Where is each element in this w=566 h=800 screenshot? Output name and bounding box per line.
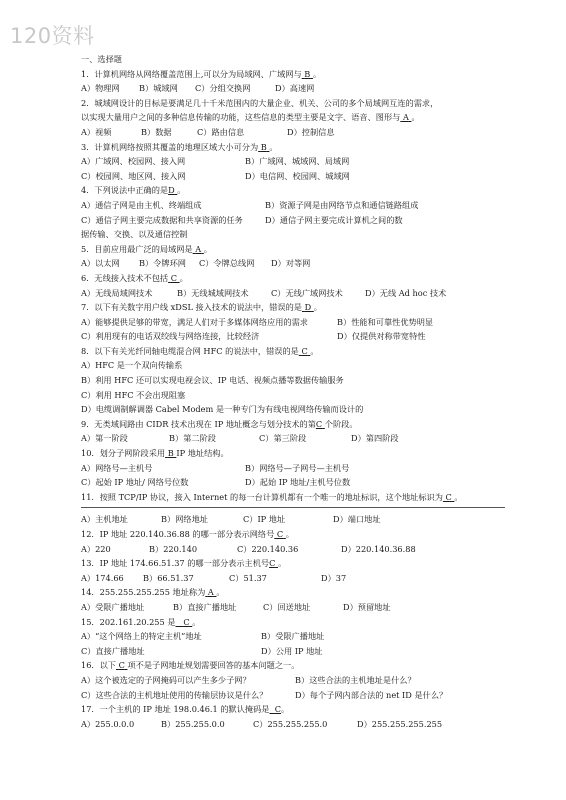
question-stem: 5．目前应用最广泛的局域网是 A 。 [81, 243, 212, 254]
options-row [81, 461, 511, 476]
option: D）无线 Ad hoc 技术 [365, 287, 447, 298]
options-row [81, 688, 511, 703]
question-stem: 6．无线接入技术不包括 C 。 [81, 272, 188, 283]
question-stem: 14．255.255.255.255 地址称为 A 。 [81, 587, 225, 598]
option: B）这些合法的主机地址是什么？ [295, 674, 416, 685]
option: D）高速网 [275, 83, 315, 94]
option: A）视频 [81, 126, 112, 137]
option: B）网络号—子网号—主机号 [245, 462, 350, 473]
question-stem: 10．划分子网阶段采用 B IP 地址结构。 [81, 448, 229, 459]
option: A）255.0.0.0 [81, 718, 135, 729]
question-stem: 3．计算机网络按照其覆盖的地理区域大小可分为 B 。 [81, 141, 278, 152]
option: B）66.51.37 [143, 572, 194, 583]
option: A）HFC 是一个双向传输系 [81, 360, 183, 371]
answer-blank: C [170, 272, 177, 283]
question-stem: 12．IP 地址 220.140.36.88 的哪一部分表示网络号 C 。 [81, 529, 294, 539]
answer-blank: C [269, 558, 276, 569]
option: A）网络号—主机号 [81, 462, 153, 473]
options-row [81, 512, 511, 527]
option: A）通信子网是由主机、终端组成 [81, 199, 202, 210]
option: D）电缆调制解调器 Cabel Modem 是一种专门为有线电视网络传输而设计的 [81, 404, 364, 415]
question-stem: 8．以下有关光纤同轴电缆混合网 HFC 的说法中，错误的是 C 。 [81, 345, 319, 356]
option: D）起始 IP 地址/主机号位数 [245, 477, 351, 488]
option: B）令牌环网 [139, 258, 186, 269]
options-row [81, 125, 511, 140]
options-row [81, 542, 511, 557]
options-row [81, 154, 511, 169]
answer-blank: A [195, 243, 202, 254]
option: B）性能和可靠性优势明显 [337, 316, 434, 327]
question-stem: 7．以下有关数字用户线 xDSL 接入技术的说法中，错误的是 D 。 [81, 302, 322, 313]
option: A）220 [81, 543, 111, 554]
watermark-logo: 120资料 [10, 24, 95, 48]
option: A）“这个网络上的特定主机”地址 [81, 631, 202, 642]
options-row [81, 629, 511, 644]
question-stem: 17．一个主机的 IP 地址 198.0.46.1 的默认掩码是 C。 [81, 704, 290, 715]
answer-blank: C [274, 704, 281, 715]
question-stem: 9．无类域间路由 CIDR 技术出现在 IP 地址概念与划分技术的第C 个阶段。 [81, 418, 358, 429]
options-row [81, 673, 511, 688]
option: C）路由信息 [197, 126, 245, 137]
option: A）能够提供足够的带宽，满足人们对于多媒体网络应用的需求 [81, 316, 308, 327]
option: C）通信子网主要完成数据和共享资源的任务 [81, 214, 243, 225]
question-stem: 以实现大量用户之间的多种信息传输的功能，这些信息的类型主要是文字、语音、图形与 A 。 [81, 112, 420, 123]
options-row [81, 81, 511, 96]
option: D）端口地址 [333, 514, 381, 525]
option: C）利用现有的电话双绞线与网络连接，比较经济 [81, 331, 260, 342]
option: B）资源子网是由网络节点和通信链路组成 [265, 199, 419, 210]
option: B）220.140 [149, 543, 198, 554]
option: B）利用 HFC 还可以实现电视会议、IP 电话、视频点播等数据传输服务 [81, 375, 344, 386]
option: C）校园网、地区网、接入网 [81, 170, 186, 181]
options-row [81, 256, 511, 271]
option: D）37 [321, 572, 347, 583]
option: B）城域网 [139, 83, 178, 94]
answer-blank: D [168, 185, 175, 196]
options-row [81, 286, 511, 301]
question-stem: 15．202.161.20.255 是 C 。 [81, 616, 201, 627]
option: B）数据 [141, 126, 172, 137]
option: D）220.140.36.88 [341, 543, 416, 554]
option: D）仅提供对称带宽特性 [337, 331, 426, 342]
options-row [81, 717, 511, 732]
option: D）255.255.255.255 [357, 718, 443, 729]
option: A）第一阶段 [81, 433, 128, 444]
question-stem: 11．按照 TCP/IP 协议，接入 Internet 的每一台计算机都有一个唯一的地址标识，这个地址标识为 C 。 [81, 491, 463, 502]
answer-blank: B [304, 68, 311, 79]
option-continued: 据传输、交换、以及通信控制 [81, 229, 188, 240]
option: D）每个子网内部合法的 net ID 是什么？ [295, 689, 448, 700]
option: A）174.66 [81, 572, 124, 583]
option: B）第二阶段 [169, 433, 216, 444]
option: D）对等网 [271, 258, 311, 269]
answer-blank: C [301, 345, 308, 356]
options-row [81, 198, 511, 213]
answer-blank: C [276, 529, 284, 539]
option: B）受限广播地址 [261, 631, 325, 642]
answer-blank: D [304, 302, 312, 313]
option: C）255.255.255.0 [253, 718, 328, 729]
option: C）51.37 [229, 572, 267, 583]
option: C）220.140.36 [237, 543, 299, 554]
question-stem: 4．下列说法中正确的是D 。 [81, 185, 186, 196]
exam-document [81, 52, 511, 731]
horizontal-rule [81, 504, 505, 508]
options-row [81, 431, 511, 446]
option: D）公用 IP 地址 [261, 645, 323, 656]
option: C）分组交换网 [195, 83, 251, 94]
option: B）直接广播地址 [173, 601, 237, 612]
option: D）第四阶段 [351, 433, 399, 444]
option: D）控制信息 [287, 126, 335, 137]
option: A）这个被选定的子网掩码可以产生多少子网？ [81, 674, 251, 685]
options-row [81, 571, 511, 586]
option: B）网络地址 [161, 514, 208, 525]
option: C）无线广域网技术 [271, 287, 343, 298]
option: A）主机地址 [81, 514, 128, 525]
answer-blank: C [118, 660, 125, 671]
option: C）直接广播地址 [81, 645, 145, 656]
question-stem: 2．城域网设计的目标是要满足几十千米范围内的大量企业、机关、公司的多个局域网互连的需求， [81, 97, 439, 108]
answer-blank: A [207, 587, 214, 598]
option: B）255.255.0.0 [161, 718, 225, 729]
options-row [81, 213, 511, 228]
answer-blank: B [167, 448, 174, 459]
option: B）广域网、城域网、局域网 [245, 156, 350, 167]
option: A）广域网、校园网、接入网 [81, 156, 186, 167]
option: D）通信子网主要完成计算机之间的数 [265, 214, 403, 225]
answer-blank: C [315, 418, 323, 429]
option: C）IP 地址 [243, 514, 286, 525]
options-row [81, 329, 511, 344]
option: C）这些合法的主机地址使用的传输层协议是什么？ [81, 689, 268, 700]
answer-blank: A [402, 112, 409, 123]
options-row [81, 169, 511, 184]
options-row [81, 600, 511, 615]
answer-blank: B [260, 141, 267, 152]
answer-blank: C [183, 616, 190, 627]
option: A）以太网 [81, 258, 120, 269]
option: C）第三阶段 [259, 433, 307, 444]
option: C）起始 IP 地址/ 网络号位数 [81, 477, 189, 488]
option: D）预留地址 [343, 601, 391, 612]
section-heading: 一、选择题 [81, 54, 122, 64]
options-row [81, 644, 511, 659]
option: A）受限广播地址 [81, 601, 145, 612]
question-stem: 13．IP 地址 174.66.51.37 的哪一部分表示主机号C 。 [81, 558, 287, 569]
options-row [81, 315, 511, 330]
option: A）物理网 [81, 83, 120, 94]
options-row [81, 475, 511, 490]
question-stem: 16．以下 C 项不是子网地址规划需要回答的基本问题之一。 [81, 660, 300, 671]
option: A）无线局域网技术 [81, 287, 153, 298]
option: D）电信网、校园网、城域网 [245, 170, 350, 181]
answer-blank: C [445, 491, 452, 502]
option: C）利用 HFC 不会出现阻塞 [81, 389, 186, 400]
option: B）无线城域网技术 [177, 287, 249, 298]
option: C）回送地址 [263, 601, 311, 612]
option: C）令牌总线网 [199, 258, 255, 269]
question-stem: 1．计算机网络从网络覆盖范围上,可以分为局域网、广域网与 B 。 [81, 68, 322, 79]
